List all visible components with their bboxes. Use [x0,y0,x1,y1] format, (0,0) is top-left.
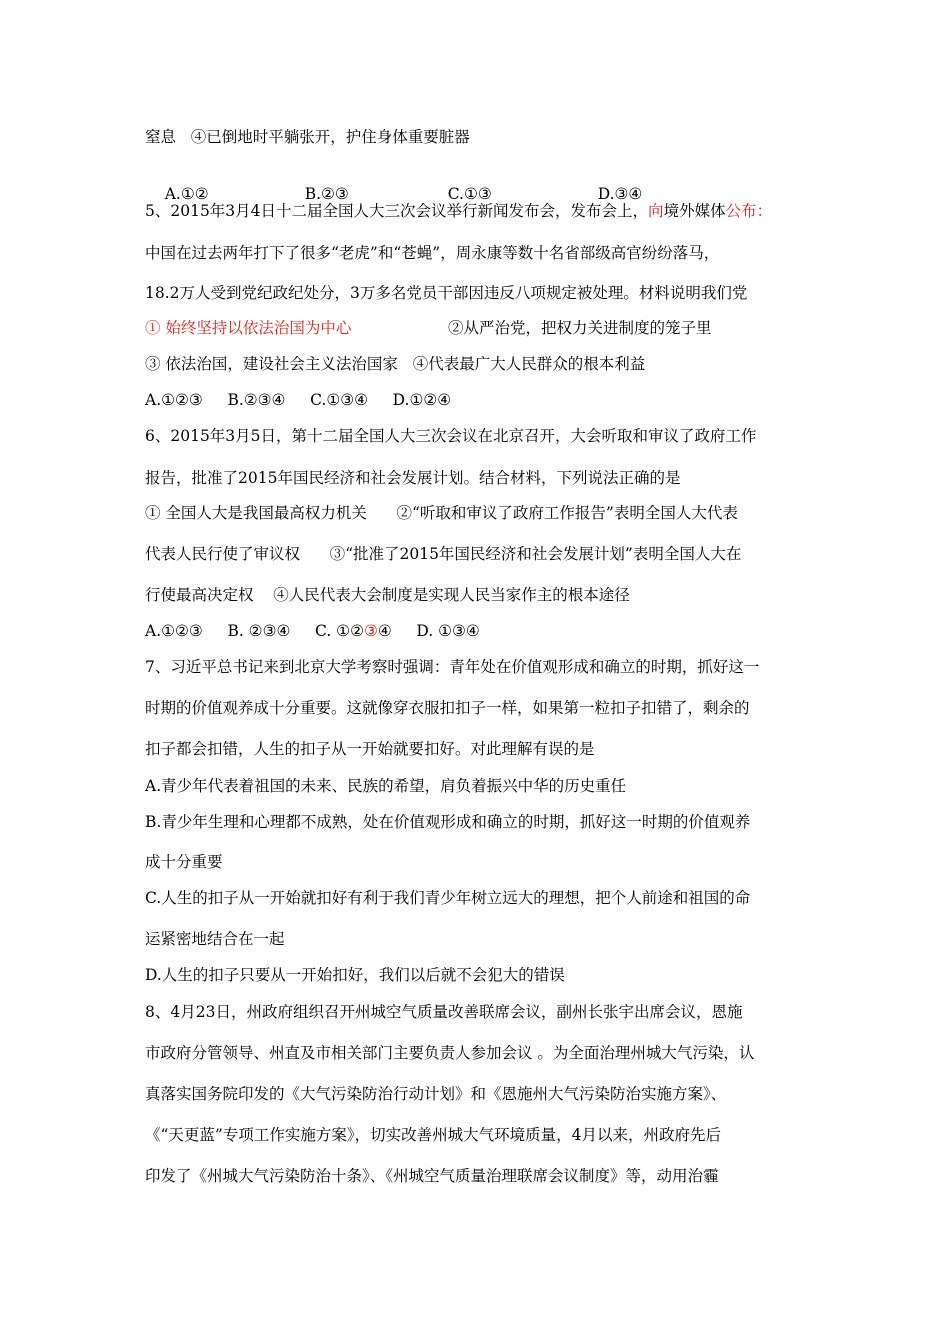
text-segment: A.①②③ B. ②③④ C. ①② [145,622,364,640]
text-line: ① 全国人大是我国最高权力机关 ②“听取和审议了政府工作报告”表明全国人大代表 [145,504,738,522]
highlight-text: 向 [648,202,664,220]
text-line: 行使最高决定权 ④人民代表大会制度是实现人民当家作主的根本途径 [145,586,630,604]
text-segment: ④ D. ①③④ [377,622,480,640]
text-line: 窒息 ④已倒地时平躺张开，护住身体重要脏器 [145,128,470,146]
option-c: C.人生的扣子从一开始就扣好有利于我们青少年树立远大的理想，把个人前途和祖国的命 [145,889,751,907]
question-7-stem: 7、习近平总书记来到北京大学考察时强调：青年处在价值观形成和确立的时期，抓好这一 [145,658,760,676]
statement-line [145,318,712,338]
option-c: C.①③ [447,185,492,203]
answer-options: A.①②③ B.②③④ C.①③④ D.①②④ [145,391,452,409]
option-d: D.人生的扣子只要从一开始扣好，我们以后就不会犯大的错误 [145,966,565,984]
highlight-text: ① 始终坚持以依法治国为中心 [145,319,352,337]
text-line: 报告，批准了2015年国民经济和社会发展计划。结合材料，下列说法正确的是 [145,469,681,487]
option-b: B.②③ [304,185,349,203]
text-segment: 5、2015年3月4日十二届全国人大三次会议举行新闻发布会，发布会上， [145,202,649,220]
highlight-text: ③ [363,622,378,640]
text-line: 真落实国务院印发的《大气污染防治行动计划》和《恩施州大气污染防治实施方案》、 [145,1085,727,1103]
answer-options [145,621,480,641]
option-a: A.①② [164,185,209,203]
text-line: 市政府分管领导、州直及市相关部门主要负责人参加会议 。为全面治理州城大气污染，认 [145,1044,755,1062]
text-line: 印发了《州城大气污染防治十条》、《州城空气质量治理联席会议制度》等，动用治霾 [145,1167,719,1185]
text-line: 扣子都会扣错，人生的扣子从一开始就要扣好。对此理解有误的是 [145,740,595,758]
text-line: 成十分重要 [145,853,223,871]
text-line: 运紧密地结合在一起 [145,930,285,948]
option-d: D.③④ [597,185,643,203]
text-segment: 境外媒体 [663,202,726,220]
highlight-text: 公布： [725,202,773,220]
answer-options [145,164,643,203]
text-line: ③ 依法治国，建设社会主义法治国家 ④代表最广大人民群众的根本利益 [145,355,646,373]
option-a: A.青少年代表着祖国的未来、民族的希望，肩负着振兴中华的历史重任 [145,777,627,795]
text-line: 时期的价值观养成十分重要。这就像穿衣服扣扣子一样，如果第一粒扣子扣错了，剩余的 [145,699,750,717]
text-segment: ②从严治党，把权力关进制度的笼子里 [448,319,712,337]
text-line: 代表人民行使了审议权 ③“批准了2015年国民经济和社会发展计划”表明全国人大在 [145,545,742,563]
text-line: 《“天更蓝”专项工作实施方案》，切实改善州城大气环境质量，4月以来，州政府先后 [145,1126,721,1144]
option-b: B.青少年生理和心理都不成熟，处在价值观形成和确立的时期，抓好这一时期的价值观养 [145,813,751,831]
text-line: 中国在过去两年打下了很多“老虎”和“苍蝇”，周永康等数十名省部级高官纷纷落马， [145,244,720,262]
question-5-stem [145,201,772,221]
question-8-stem: 8、4月23日，州政府组织召开州城空气质量改善联席会议，副州长张宇出席会议，恩施 [145,1003,743,1021]
question-6-stem: 6、2015年3月5日，第十二届全国人大三次会议在北京召开，大会听取和审议了政府工作 [145,427,757,445]
text-line: 18.2万人受到党纪政纪处分，3万多名党员干部因违反八项规定被处理。材料说明我们党 [145,284,748,302]
